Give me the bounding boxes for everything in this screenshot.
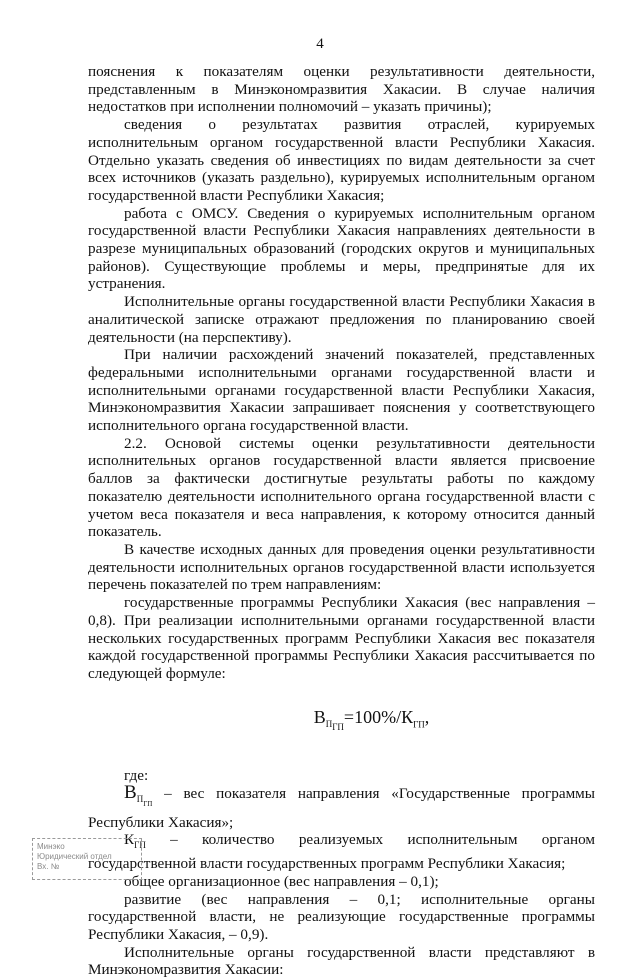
def-k-sub: ГП xyxy=(134,840,146,851)
formula-k-sub: ГП xyxy=(413,719,425,730)
def-b-sub: П xyxy=(136,794,144,805)
paragraph-3: работа с ОМСУ. Сведения о курируемых исполнительным органом государственной власти Республики Хакасия направлениях деятельности в разрезе муниципальных образований (городских округов и муниципальных районов). Существующие проблемы и меры, предпринятые для их устранения. xyxy=(88,204,595,293)
def-k-text: – количество реализуемых исполнительным органом государственной власти государственных программ Республики Хакасия; xyxy=(88,831,595,873)
definition-k xyxy=(88,831,595,872)
def-k-symbol: К xyxy=(124,831,135,849)
paragraph-2: сведения о результатах развития отраслей, курируемых исполнительным органом государственной власти Республики Хакасия. Отдельно указать сведения об инвестициях по видам деятельности за счет всех источников (указать раздельно), курируемых исполнительным органом государственной власти Республики Хакасия; xyxy=(88,116,595,204)
paragraph-1: пояснения к показателям оценки результативности деятельности, представленным в Минэкономразвития Хакасии. В случае наличия недостатков при исполнении полномочий – указать причины); xyxy=(88,63,595,116)
def-b-text: – вес показателя направления «Государственные программы Республики Хакасия»; xyxy=(88,785,595,831)
paragraph-8: государственные программы Республики Хакасия (вес направления – 0,8). При реализации исполнительными органами государственной власти нескольких государственных программ Республики Хакасия вес показателя каждой государственной программы Республики Хакасия рассчитывается по следующей формуле: xyxy=(88,594,595,682)
formula xyxy=(148,706,595,737)
def-b-subsub: ГП xyxy=(143,799,153,808)
paragraph-5: При наличии расхождений значений показателей, представленных федеральными исполнительными органами государственной власти и исполнительными органами государственной власти Республики Хакасия, Минэкономразвития Хакасии запрашивает пояснения у соответствующего исполнительного органа государственной власти. xyxy=(88,346,595,435)
formula-b-symbol: В xyxy=(313,706,326,727)
def-b-symbol: В xyxy=(124,782,137,804)
paragraph-development: развитие (вес направления – 0,1; исполнительные органы государственной власти, не реализующие государственные программы Республики Хакасия, – 0,9). xyxy=(88,890,595,943)
paragraph-submit: Исполнительные органы государственной власти представляют в Минэкономразвития Хакасии: xyxy=(88,943,595,979)
registration-stamp xyxy=(32,838,142,880)
paragraph-6: 2.2. Основой системы оценки результативности деятельности исполнительных органов государственной власти является присвоение баллов за фактически достигнутые результаты работы по каждому показателю деятельности исполнительного органа государственной власти с учетом веса показателя и веса направления, к которому относится данный показатель. xyxy=(88,434,595,541)
stamp-line-2: Юридический отдел xyxy=(37,852,112,861)
formula-tail: , xyxy=(424,706,430,727)
document-body xyxy=(88,63,595,979)
paragraph-7: В качестве исходных данных для проведения оценки результативности деятельности исполнительных органов государственной власти используется перечень показателей по трем направлениям: xyxy=(88,540,595,594)
definition-b xyxy=(88,784,595,831)
paragraph-4: Исполнительные органы государственной власти Республики Хакасия в аналитической записке отражают предложения по планированию своей деятельности (на перспективу). xyxy=(88,293,595,346)
stamp-line-1: Минэко xyxy=(37,842,65,851)
formula-equals: =100%/К xyxy=(343,706,414,727)
page-number: 4 xyxy=(316,36,324,52)
stamp-line-3: Вх. № xyxy=(37,862,60,871)
where-label: где: xyxy=(124,766,149,784)
formula-b-sub: П xyxy=(325,719,333,730)
formula-b-subsub: ГП xyxy=(332,722,344,732)
paragraph-organizational: общее организационное (вес направления – 0,1); xyxy=(124,872,439,890)
